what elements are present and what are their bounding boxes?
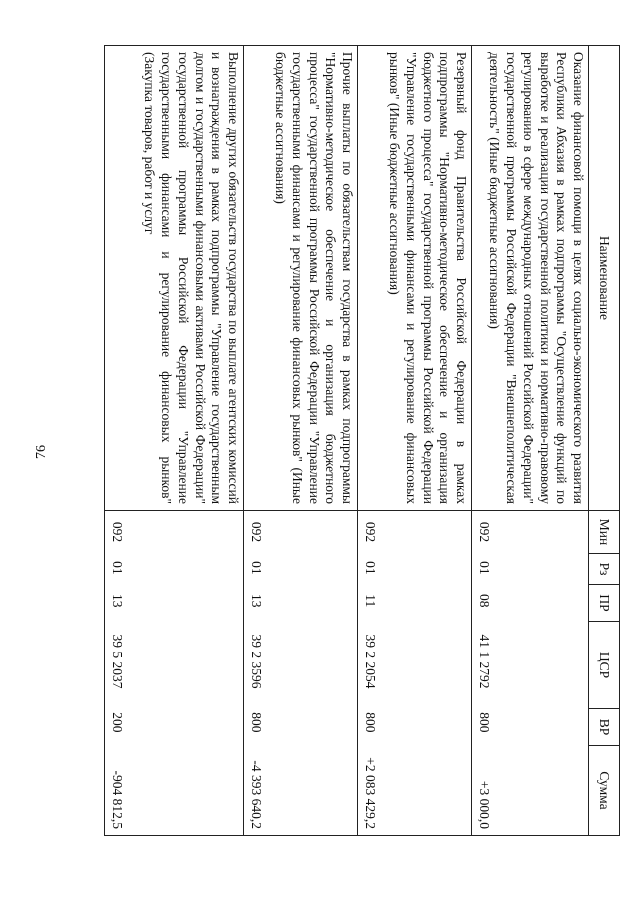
row-csr: 39 5 2037 (110, 634, 125, 689)
header-codes (589, 511, 620, 836)
row-rz: 01 (249, 561, 264, 575)
row-pr: 08 (477, 593, 492, 608)
row-sum: -904 812,5 (110, 770, 125, 830)
row-codes (358, 511, 472, 836)
budget-table (104, 45, 620, 836)
row-name: Оказание финансовой помощи в целях социально-экономического развития Республики Абхазия в рамках подпрограммы "Осуществление функций по выработке и реализации государственной политики и нормативно-правовому регулированию в сфере международных отношений Российской Федерации" государственной программы Российской Федерации "Внешнеполитическая деятельность" (Иные бюджетные ассигнования) (472, 46, 589, 511)
budget-table-page (100, 45, 620, 835)
row-min: 092 (110, 521, 125, 543)
row-pr: 13 (249, 593, 264, 608)
row-rz: 01 (363, 561, 378, 575)
row-min: 092 (249, 521, 264, 543)
row-rz: 01 (110, 561, 125, 575)
header-name: Наименование (589, 46, 620, 511)
row-name: Выполнение других обязательств государства по выплате агентских комиссий и вознаграждения в рамках подпрограммы "Управление государственным долгом и государственными финансовыми активами Российской Федерации" государственной программы Российской Федерации "Управление государственными финансами и регулирование финансовых рынков" (Закупка товаров, работ и услуг (105, 46, 244, 511)
row-name: Резервный фонд Правительства Российской Федерации в рамках подпрограммы "Нормативно-методическое обеспечение и организация бюджетного процесса" государственной программы Российской Федерации "Управление государственными финансами и регулирование финансовых рынков" (Иные бюджетные ассигнования) (358, 46, 472, 511)
table-row (105, 46, 244, 836)
row-rz: 01 (477, 561, 492, 575)
row-sum: +3 000,0 (477, 780, 492, 830)
row-min: 092 (363, 521, 378, 543)
row-sum: -4 393 640,2 (249, 760, 264, 830)
header-sum: Сумма (597, 771, 612, 810)
row-min: 092 (477, 521, 492, 543)
header-rz: Рз (589, 554, 619, 585)
row-vr: 800 (363, 712, 378, 733)
row-codes (244, 511, 358, 836)
row-vr: 800 (477, 712, 492, 733)
row-codes (105, 511, 244, 836)
header-csr: ЦСР (589, 622, 619, 709)
row-csr: 39 2 3596 (249, 634, 264, 689)
header-vr: ВР (589, 709, 619, 746)
page-number-text: 76 (34, 445, 49, 459)
row-pr: 11 (363, 594, 378, 608)
table-row (472, 46, 589, 836)
header-pr: ПР (589, 585, 619, 622)
header-min: Мин (589, 511, 619, 554)
table-row (358, 46, 472, 836)
row-name: Прочие выплаты по обязательствам государства в рамках подпрограммы "Нормативно-методическое обеспечение и организация бюджетного процесса" государственной программы Российской Федерации "Управление государственными финансами и регулирование финансовых рынков" (Иные бюджетные ассигнования) (244, 46, 358, 511)
row-csr: 41 1 2792 (477, 634, 492, 689)
row-csr: 39 2 2054 (363, 634, 378, 689)
row-sum: +2 083 429,2 (363, 757, 378, 830)
page-number (0, 0, 49, 905)
row-codes (472, 511, 589, 836)
row-vr: 800 (249, 712, 264, 733)
row-pr: 13 (110, 593, 125, 608)
table-header-row (589, 46, 620, 836)
table-row (244, 46, 358, 836)
row-vr: 200 (110, 712, 125, 733)
